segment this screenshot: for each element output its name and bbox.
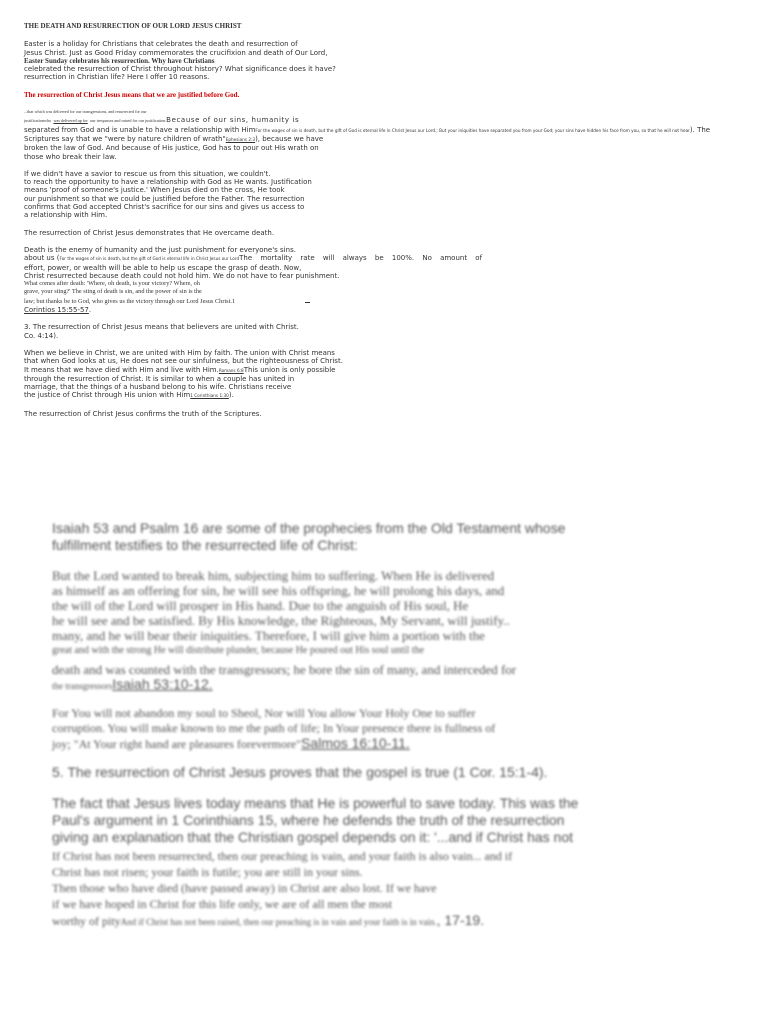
- scripture-link[interactable]: Salmos 16:10-11.: [301, 735, 410, 751]
- text-line: he will see and be satisfied. By His knowledge, the Righteous, My Servant, will justify..: [52, 613, 510, 628]
- text-line: Then those who have died (have passed away) in Christ are also lost. If we have: [52, 881, 437, 895]
- section-heading-1: The resurrection of Christ Jesus means that we are justified before God.: [24, 90, 240, 99]
- text-line: many, and he will bear their iniquities. Therefore, I will give him a portion with the: [52, 628, 485, 643]
- text-line: [24, 116, 764, 125]
- text-line: [24, 135, 764, 144]
- text-line: means 'proof of someone's justice.' When Jesus died on the cross, He took: [24, 186, 285, 195]
- text-fragment: ), because we have: [255, 134, 324, 143]
- intro-paragraph: [24, 40, 764, 81]
- text-fragment: joy; "At Your right hand are pleasures forevermore": [52, 737, 302, 751]
- text-line: What comes after death: 'Where, oh death, is your victory? Where, oh: [24, 280, 200, 288]
- text-fragment: ). The: [689, 125, 711, 134]
- scripture-link[interactable]: Ephesians 2:3: [225, 136, 256, 142]
- text-fragment: ).: [228, 391, 234, 400]
- text-line: marriage, that the things of a husband belong to his wife. Christians receive: [24, 383, 292, 392]
- scripture-link[interactable]: was delivered up for: [53, 118, 88, 124]
- isaiah-quote: [52, 568, 732, 694]
- text-line: The fact that Jesus lives today means that He is powerful to save today. This was the: [52, 795, 579, 811]
- text-line: For You will not abandon my soul to Sheol, Nor will You allow Your Holy One to suffer: [52, 706, 476, 720]
- text-line: resurrection in Christian life? Here I offer 10 reasons.: [24, 73, 210, 82]
- paragraph-2: [24, 170, 764, 220]
- text-line: [24, 297, 764, 306]
- section-heading-4: The resurrection of Christ Jesus confirms the truth of the Scriptures.: [24, 409, 262, 418]
- text-line: Christ has not risen; your faith is futile; you are still in your sins.: [52, 865, 363, 879]
- text-fragment: The mortality rate will always be 100%. No amount of: [239, 254, 483, 263]
- text-line: If Christ has not been resurrected, then our preaching is vain, and your faith is also vain... and if: [52, 849, 513, 863]
- text-line: grave, your sting?' The sting of death is sin, and the power of sin is the: [24, 288, 202, 296]
- scripture-quote: And if Christ has not been raised, then our preaching is in vain and your faith is in vain.: [120, 917, 437, 927]
- text-line: if we have hoped in Christ for this life only, we are of all men the most: [52, 897, 393, 911]
- text-line: [52, 736, 732, 752]
- text-fragment: separated from God and is unable to have a relationship with Him: [24, 125, 256, 134]
- text-fragment: justificationwho: [24, 118, 52, 124]
- text-line: Isaiah 53 and Psalm 16 are some of the prophecies from the Old Testament whose: [52, 520, 566, 536]
- text-line: Easter is a holiday for Christians that celebrates the death and resurrection of: [24, 40, 298, 49]
- text-line: the will of the Lord will prosper in His hand. Due to the anguish of His soul, He: [52, 598, 469, 613]
- section-heading-5: 5. The resurrection of Christ Jesus proves that the gospel is true (1 Cor. 15:1-4).: [52, 764, 548, 780]
- document-title: THE DEATH AND RESURRECTION OF OUR LORD JESUS CHRIST: [24, 22, 242, 30]
- scripture-link[interactable]: Romans 6:8: [218, 367, 244, 373]
- underline-mark: [305, 297, 310, 303]
- text-fragment: law; but thanks be to God, who gives us the victory through our Lord Jesus Christ.1: [24, 297, 236, 305]
- text-fragment: Because of our sins, humanity is: [166, 116, 300, 125]
- text-line: broken the law of God. And because of His justice, God has to pour out His wrath on: [24, 144, 319, 153]
- text-fragment: This union is only possible: [243, 365, 336, 374]
- scripture-quote: ; But your iniquities have separated you from your God; your sins have hidden his face from you, so that he will not hear: [436, 127, 690, 133]
- corinthians-quote: [52, 848, 732, 930]
- verse-ref: , 17-19.: [436, 912, 485, 928]
- text-line: [24, 126, 764, 135]
- text-line: 3. The resurrection of Christ Jesus means that believers are united with Christ.: [24, 323, 299, 332]
- text-line: Easter Sunday celebrates his resurrection. Why have Christians: [24, 56, 215, 65]
- section-heading-3: [24, 323, 764, 340]
- text-line: confirms that God accepted Christ's sacrifice for our sins and gives us access to: [24, 203, 305, 212]
- text-line: [24, 391, 764, 400]
- text-line: great and with the strong He will distribute plunder, because He poured out His soul until the: [52, 645, 425, 656]
- text-line: Jesus Christ. Just as Good Friday commemorates the crucifixion and death of Our Lord,: [24, 48, 328, 57]
- text-line: a relationship with Him.: [24, 211, 108, 220]
- text-fragment: the justice of Christ through His union with Him: [24, 391, 191, 400]
- blurred-intro: [52, 520, 732, 554]
- text-fragment: about us (: [24, 254, 60, 263]
- paragraph-4: [24, 349, 764, 401]
- text-line: Paul's argument in 1 Corinthians 15, where he defends the truth of the resurrection: [52, 812, 565, 828]
- text-line: [52, 677, 732, 694]
- text-line: giving an explanation that the Christian gospel depends on it: '...and if Christ has not: [52, 829, 574, 845]
- text-line: death and was counted with the transgressors; he bore the sin of many, and interceded for: [52, 662, 517, 677]
- text-line: fulfillment testifies to the resurrected life of Christ:: [52, 537, 358, 553]
- text-line: those who break their law.: [24, 152, 117, 161]
- text-line: [24, 306, 764, 314]
- text-line: Death is the enemy of humanity and the just punishment for everyone's sins.: [24, 245, 296, 254]
- scripture-link[interactable]: 1 Corinthians 1:30: [190, 393, 229, 399]
- text-line: that when God looks at us, He does not see our sinfulness, but the righteousness of Christ.: [24, 357, 343, 366]
- text-line: Christ resurrected because death could not hold him. We do not have to fear punishment.: [24, 271, 340, 280]
- text-line: our punishment so that we could be justified before the Father. The resurrection: [24, 194, 305, 203]
- text-fragment: Scriptures say that we "were by nature children of wrath": [24, 134, 226, 143]
- text-line: But the Lord wanted to break him, subjecting him to suffering. When He is delivered: [52, 568, 495, 583]
- section-heading-2: The resurrection of Christ Jesus demonstrates that He overcame death.: [24, 228, 275, 237]
- text-line: [52, 912, 732, 930]
- text-line: Co. 4:14).: [24, 331, 59, 340]
- text-line: [24, 366, 764, 375]
- text-line: through the resurrection of Christ. It is similar to when a couple has united in: [24, 374, 295, 383]
- scripture-quote: For the wages of sin is death, but the gift of God is eternal life in Christ Jesus our Lord: [59, 256, 240, 262]
- scripture-link[interactable]: Isaiah 53:10-12.: [112, 676, 213, 692]
- text-line: ...that which was delivered for our transgressions, and resurrected for our: [24, 109, 147, 115]
- scripture-quote: For the wages of sin is death, but the gift of God is eternal life in Christ Jesus our Lord.: [255, 127, 437, 133]
- paragraph-3: [24, 246, 764, 314]
- text-line: When we believe in Christ, we are united with Him by faith. The union with Christ means: [24, 348, 335, 357]
- document-top-section: [24, 22, 764, 427]
- psalm-quote: [52, 706, 732, 752]
- section-1-paragraph: [24, 108, 764, 161]
- text-fragment: our trespasses and raised for our justification.: [90, 118, 167, 124]
- text-line: corruption. You will make known to me the path of life; In Your presence there is fullness of: [52, 721, 496, 735]
- text-fragment: It means that we have died with Him and live with Him.: [24, 365, 219, 374]
- text-line: effort, power, or wealth will be able to help us escape the grasp of death. Now,: [24, 263, 302, 272]
- text-line: If we didn't have a savior to rescue us from this situation, we couldn't.: [24, 169, 271, 178]
- text-line: [24, 254, 764, 263]
- text-fragment: .: [88, 306, 92, 315]
- text-line: celebrated the resurrection of Christ throughout history? What significance does it have?: [24, 65, 336, 74]
- paragraph-5: [52, 795, 732, 846]
- text-line: as himself as an offering for sin, he will see his offspring, he will prolong his days, and: [52, 583, 505, 598]
- text-fragment: worthy of pity: [52, 914, 121, 928]
- blurred-section: [52, 520, 732, 942]
- text-fragment: the transgressors: [52, 681, 113, 691]
- text-line: to reach the opportunity to have a relationship with God as He wants. Justification: [24, 178, 312, 187]
- scripture-link[interactable]: Corintios 15:55-57: [24, 306, 89, 315]
